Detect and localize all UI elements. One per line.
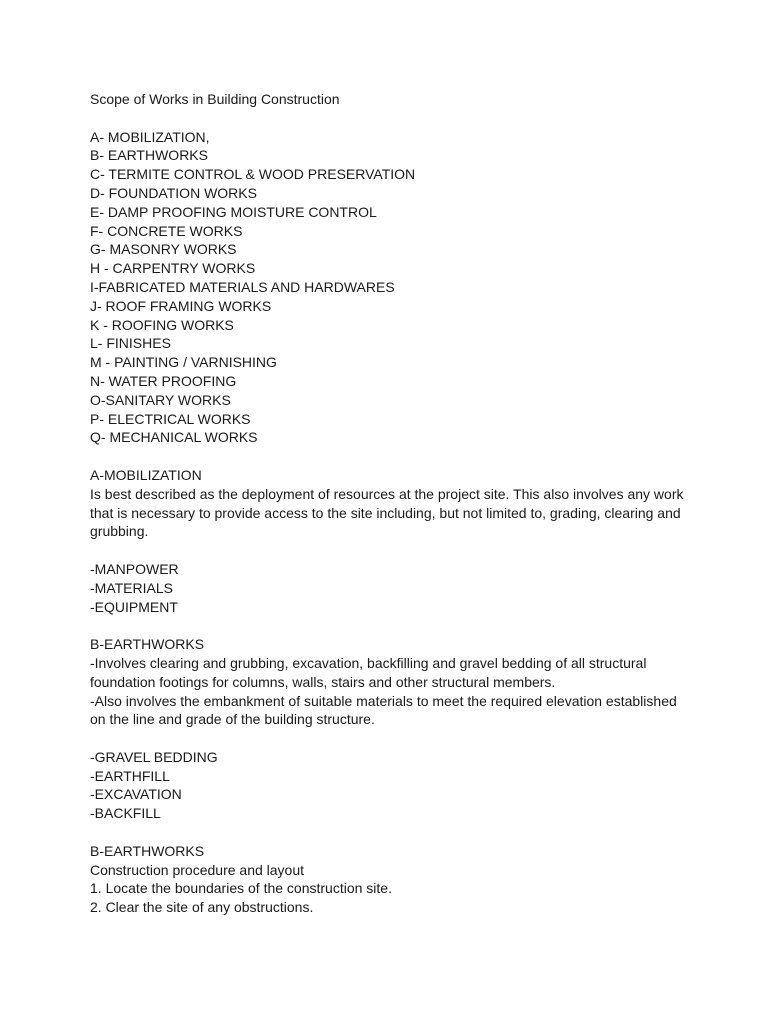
work-item: -GRAVEL BEDDING xyxy=(90,748,218,765)
work-item: -EARTHFILL xyxy=(90,767,170,784)
scope-item: G- MASONRY WORKS xyxy=(90,241,237,258)
section-heading: A-MOBILIZATION xyxy=(90,466,202,483)
section-description: Is best described as the deployment of resources at the project site. This also involves any work that is necessary to provide access to the site including, but not limited to, grading, clearing and grubbing. xyxy=(90,485,684,540)
scope-item: A- MOBILIZATION, xyxy=(90,128,210,145)
earthworks-section xyxy=(90,635,690,823)
scope-list xyxy=(90,128,690,448)
scope-item: E- DAMP PROOFING MOISTURE CONTROL xyxy=(90,203,377,220)
spacer xyxy=(90,729,690,748)
earthworks-procedure-section xyxy=(90,842,690,917)
scope-item: P- ELECTRICAL WORKS xyxy=(90,410,251,427)
document-page xyxy=(90,90,690,917)
section-paragraph: -Involves clearing and grubbing, excavation, backfilling and gravel bedding of all structural foundation footings for columns, walls, stairs and other structural members. xyxy=(90,654,647,690)
spacer xyxy=(90,109,690,128)
scope-item: N- WATER PROOFING xyxy=(90,372,237,389)
spacer xyxy=(90,616,690,635)
document-title: Scope of Works in Building Construction xyxy=(90,91,340,107)
spacer xyxy=(90,823,690,842)
scope-item: Q- MECHANICAL WORKS xyxy=(90,429,258,446)
scope-item: C- TERMITE CONTROL & WOOD PRESERVATION xyxy=(90,166,416,183)
section-paragraph: -Also involves the embankment of suitable materials to meet the required elevation established on the line and grade of the building structure. xyxy=(90,692,677,728)
scope-item: O-SANITARY WORKS xyxy=(90,391,231,408)
section-heading: B-EARTHWORKS xyxy=(90,636,205,653)
section-heading: B-EARTHWORKS xyxy=(90,842,205,859)
procedure-step: 1. Locate the boundaries of the construction site. xyxy=(90,880,392,897)
mobilization-section xyxy=(90,466,690,616)
resource-item: -MATERIALS xyxy=(90,579,173,596)
procedure-step: 2. Clear the site of any obstructions. xyxy=(90,899,314,916)
scope-item: K - ROOFING WORKS xyxy=(90,316,234,333)
scope-item: F- CONCRETE WORKS xyxy=(90,222,243,239)
scope-item: H - CARPENTRY WORKS xyxy=(90,260,256,277)
scope-item: L- FINISHES xyxy=(90,335,171,352)
scope-item: M - PAINTING / VARNISHING xyxy=(90,354,277,371)
work-item: -BACKFILL xyxy=(90,805,161,822)
resource-item: -MANPOWER xyxy=(90,560,179,577)
resource-item: -EQUIPMENT xyxy=(90,598,178,615)
work-item: -EXCAVATION xyxy=(90,786,182,803)
scope-item: D- FOUNDATION WORKS xyxy=(90,184,257,201)
scope-item: J- ROOF FRAMING WORKS xyxy=(90,297,272,314)
scope-item: B- EARTHWORKS xyxy=(90,147,208,164)
spacer xyxy=(90,541,690,560)
scope-item: I-FABRICATED MATERIALS AND HARDWARES xyxy=(90,278,395,295)
spacer xyxy=(90,447,690,466)
section-subheading: Construction procedure and layout xyxy=(90,861,305,878)
